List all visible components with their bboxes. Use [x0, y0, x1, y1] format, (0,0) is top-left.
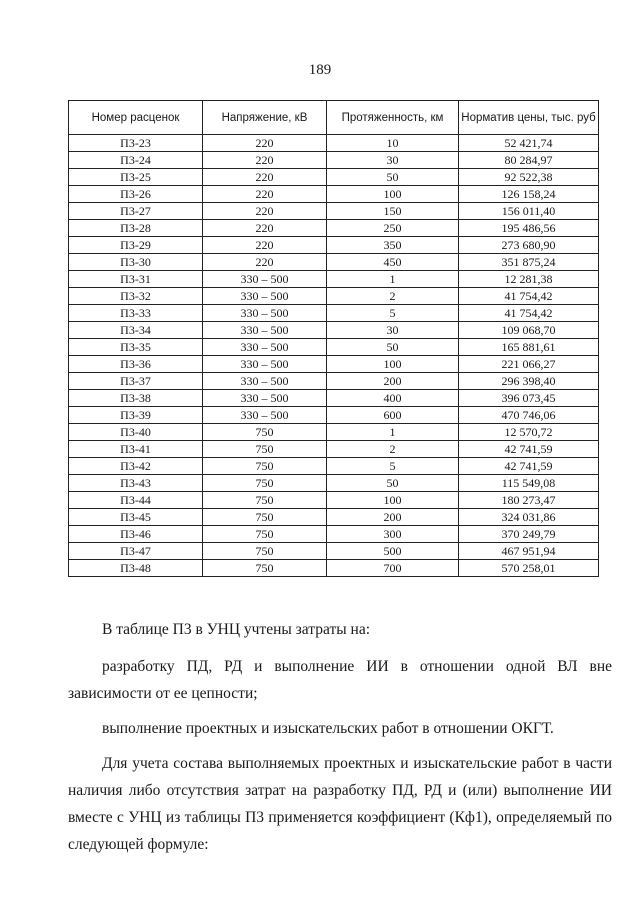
cell-length: 500 — [327, 543, 459, 560]
cell-voltage: 330 – 500 — [203, 356, 327, 373]
cell-length: 50 — [327, 169, 459, 186]
cell-price: 296 398,40 — [459, 373, 599, 390]
cell-price: 467 951,94 — [459, 543, 599, 560]
table-body — [69, 135, 599, 577]
header-price: Норматив цены, тыс. руб — [459, 101, 599, 135]
cell-price: 41 754,42 — [459, 288, 599, 305]
cell-price: 42 741,59 — [459, 458, 599, 475]
cell-code: П3-31 — [69, 271, 203, 288]
cell-voltage: 750 — [203, 424, 327, 441]
cell-length: 700 — [327, 560, 459, 577]
cell-price: 126 158,24 — [459, 186, 599, 203]
cell-length: 100 — [327, 186, 459, 203]
paragraph-item-pd-rd: разработку ПД, РД и выполнение ИИ в отношении одной ВЛ вне зависимости от ее цепности; — [68, 658, 612, 702]
cell-price: 41 754,42 — [459, 305, 599, 322]
cell-code: П3-41 — [69, 441, 203, 458]
cell-length: 5 — [327, 305, 459, 322]
page-number: 189 — [308, 62, 332, 78]
cell-price: 12 570,72 — [459, 424, 599, 441]
cell-voltage: 330 – 500 — [203, 339, 327, 356]
table-row — [69, 475, 599, 492]
cell-code: П3-42 — [69, 458, 203, 475]
price-norm-table — [68, 100, 599, 577]
cell-voltage: 750 — [203, 543, 327, 560]
cell-code: П3-46 — [69, 526, 203, 543]
cell-price: 351 875,24 — [459, 254, 599, 271]
table-row — [69, 492, 599, 509]
cell-code: П3-36 — [69, 356, 203, 373]
paragraph-coefficient: Для учета состава выполняемых проектных и изыскательские работ в части наличия либо отсутствия затрат на разработку ПД, РД и (или) выполнение ИИ вместе с УНЦ из таблицы П3 применяется коэффициент (Кф1), определяемый по следующей формуле: — [68, 755, 612, 853]
cell-length: 1 — [327, 424, 459, 441]
paragraph-item-okgt: выполнение проектных и изыскательских работ в отношении ОКГТ. — [102, 720, 554, 737]
cell-voltage: 330 – 500 — [203, 373, 327, 390]
cell-price: 92 522,38 — [459, 169, 599, 186]
cell-code: П3-29 — [69, 237, 203, 254]
cell-price: 156 011,40 — [459, 203, 599, 220]
cell-voltage: 330 – 500 — [203, 271, 327, 288]
cell-code: П3-38 — [69, 390, 203, 407]
cell-voltage: 750 — [203, 509, 327, 526]
cell-voltage: 330 – 500 — [203, 407, 327, 424]
table-row — [69, 441, 599, 458]
table-row — [69, 424, 599, 441]
cell-length: 150 — [327, 203, 459, 220]
cell-length: 300 — [327, 526, 459, 543]
table-header-row — [69, 101, 599, 135]
cell-code: П3-37 — [69, 373, 203, 390]
cell-voltage: 220 — [203, 237, 327, 254]
cell-code: П3-33 — [69, 305, 203, 322]
cell-price: 221 066,27 — [459, 356, 599, 373]
cell-code: П3-30 — [69, 254, 203, 271]
cell-code: П3-48 — [69, 560, 203, 577]
table-row — [69, 186, 599, 203]
cell-price: 470 746,06 — [459, 407, 599, 424]
cell-code: П3-26 — [69, 186, 203, 203]
cell-length: 5 — [327, 458, 459, 475]
cell-price: 52 421,74 — [459, 135, 599, 152]
cell-price: 180 273,47 — [459, 492, 599, 509]
paragraph-intro: В таблице П3 в УНЦ учтены затраты на: — [102, 621, 371, 638]
cell-price: 324 031,86 — [459, 509, 599, 526]
cell-voltage: 750 — [203, 475, 327, 492]
table-row — [69, 271, 599, 288]
cell-voltage: 750 — [203, 560, 327, 577]
cell-code: П3-24 — [69, 152, 203, 169]
cell-code: П3-35 — [69, 339, 203, 356]
table-row — [69, 135, 599, 152]
cell-length: 50 — [327, 339, 459, 356]
cell-length: 100 — [327, 356, 459, 373]
header-voltage: Напряжение, кВ — [203, 101, 327, 135]
cell-voltage: 220 — [203, 203, 327, 220]
table-row — [69, 356, 599, 373]
cell-voltage: 220 — [203, 254, 327, 271]
cell-code: П3-25 — [69, 169, 203, 186]
cell-length: 50 — [327, 475, 459, 492]
cell-length: 10 — [327, 135, 459, 152]
table-row — [69, 220, 599, 237]
table-row — [69, 288, 599, 305]
table-row — [69, 322, 599, 339]
table-row — [69, 407, 599, 424]
cell-voltage: 330 – 500 — [203, 322, 327, 339]
cell-code: П3-44 — [69, 492, 203, 509]
cell-code: П3-27 — [69, 203, 203, 220]
cell-price: 80 284,97 — [459, 152, 599, 169]
cell-voltage: 220 — [203, 220, 327, 237]
cell-length: 1 — [327, 271, 459, 288]
cell-code: П3-23 — [69, 135, 203, 152]
table-row — [69, 373, 599, 390]
cell-length: 250 — [327, 220, 459, 237]
cell-code: П3-34 — [69, 322, 203, 339]
cell-length: 450 — [327, 254, 459, 271]
table-row — [69, 152, 599, 169]
table-row — [69, 509, 599, 526]
cell-length: 400 — [327, 390, 459, 407]
cell-price: 273 680,90 — [459, 237, 599, 254]
cell-price: 165 881,61 — [459, 339, 599, 356]
table-row — [69, 203, 599, 220]
cell-length: 200 — [327, 509, 459, 526]
header-length: Протяженность, км — [327, 101, 459, 135]
cell-length: 200 — [327, 373, 459, 390]
cell-voltage: 330 – 500 — [203, 390, 327, 407]
table-row — [69, 339, 599, 356]
table-row — [69, 526, 599, 543]
cell-length: 2 — [327, 288, 459, 305]
cell-code: П3-39 — [69, 407, 203, 424]
table-row — [69, 254, 599, 271]
cell-voltage: 220 — [203, 135, 327, 152]
cell-length: 100 — [327, 492, 459, 509]
body-text — [68, 616, 612, 858]
header-rate-code: Номер расценок — [69, 101, 203, 135]
cell-length: 30 — [327, 322, 459, 339]
table-row — [69, 543, 599, 560]
cell-length: 350 — [327, 237, 459, 254]
cell-voltage: 220 — [203, 152, 327, 169]
cell-length: 600 — [327, 407, 459, 424]
cell-price: 12 281,38 — [459, 271, 599, 288]
table-row — [69, 458, 599, 475]
cell-price: 42 741,59 — [459, 441, 599, 458]
cell-voltage: 750 — [203, 526, 327, 543]
cell-code: П3-32 — [69, 288, 203, 305]
cell-code: П3-43 — [69, 475, 203, 492]
cell-price: 370 249,79 — [459, 526, 599, 543]
table-row — [69, 237, 599, 254]
cell-voltage: 330 – 500 — [203, 288, 327, 305]
cell-code: П3-40 — [69, 424, 203, 441]
cell-price: 396 073,45 — [459, 390, 599, 407]
cell-voltage: 750 — [203, 458, 327, 475]
cell-code: П3-28 — [69, 220, 203, 237]
table-row — [69, 169, 599, 186]
table-row — [69, 390, 599, 407]
cell-price: 570 258,01 — [459, 560, 599, 577]
cell-length: 2 — [327, 441, 459, 458]
cell-code: П3-47 — [69, 543, 203, 560]
cell-voltage: 330 – 500 — [203, 305, 327, 322]
cell-price: 115 549,08 — [459, 475, 599, 492]
table-row — [69, 305, 599, 322]
cell-voltage: 750 — [203, 492, 327, 509]
cell-code: П3-45 — [69, 509, 203, 526]
cell-voltage: 750 — [203, 441, 327, 458]
table-row — [69, 560, 599, 577]
cell-voltage: 220 — [203, 169, 327, 186]
cell-price: 109 068,70 — [459, 322, 599, 339]
cell-price: 195 486,56 — [459, 220, 599, 237]
cell-length: 30 — [327, 152, 459, 169]
cell-voltage: 220 — [203, 186, 327, 203]
